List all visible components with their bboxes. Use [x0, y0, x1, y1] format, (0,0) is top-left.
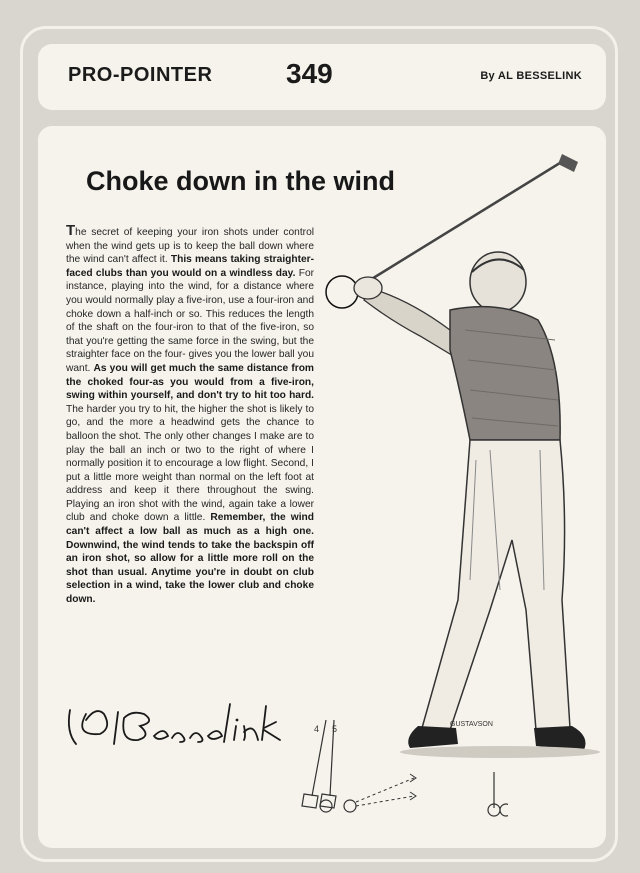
body-para-3: The harder you try to hit, the higher the shot is likely to go, and the more a headwind gets the chance to balloon the shot. The only other changes I make are to play the ball an inch or two to the right of where I normally position it to encourage a low flight. Second, I put a little more weight than normal on the left foot at address and keep it there throughout the swing. Playing an iron shot with the wind, again take a lower club and choke down a little. [66, 403, 314, 524]
body-bold-2: As you will get much the same distance from the choked four-as you would from a five-iron, swing within yourself, and don't try to hit too hard. [66, 362, 314, 402]
club-label-4: 4 [314, 724, 320, 734]
body-bold-3: Remember, the wind can't affect a low ball as much as a high one. Downwind, the wind tends to take the backspin off an iron shot, so allow for a little more roll on the shot than usual. Anytime you're in doubt on club selection in a wind, take the lower club and choke down. [66, 512, 314, 606]
club-diagram [268, 716, 508, 826]
signature [60, 692, 300, 762]
article-headline: Choke down in the wind [86, 166, 395, 196]
body-para-2: For instance, playing into the wind, for a distance where you would normally play a five-iron, use a four-iron and choke down a half-inch or so. This reduces the length of the shaft on the four-iron to that of the five-iron, so that you're getting the same force in the swing, but the straighter face on the four- gives you the lower ball you want. [66, 267, 315, 374]
article-panel [38, 126, 606, 848]
byline: By AL BESSELINK [480, 70, 582, 82]
club-label-5: 5 [332, 724, 338, 734]
drop-cap: T [66, 222, 76, 239]
body-para-1: he secret of keeping your iron shots under control when the wind gets up is to keep the ball down where the wind can't affect it. [66, 227, 314, 266]
artist-credit: GUSTAVSON [450, 721, 493, 728]
series-number: 349 [286, 58, 333, 89]
header-panel [38, 44, 606, 110]
series-title: PRO-POINTER [68, 64, 213, 86]
golfer-illustration [300, 140, 600, 760]
body-bold-1: This means taking straighter-faced clubs than you would on a windless day. [66, 254, 315, 279]
article-body [66, 224, 314, 607]
